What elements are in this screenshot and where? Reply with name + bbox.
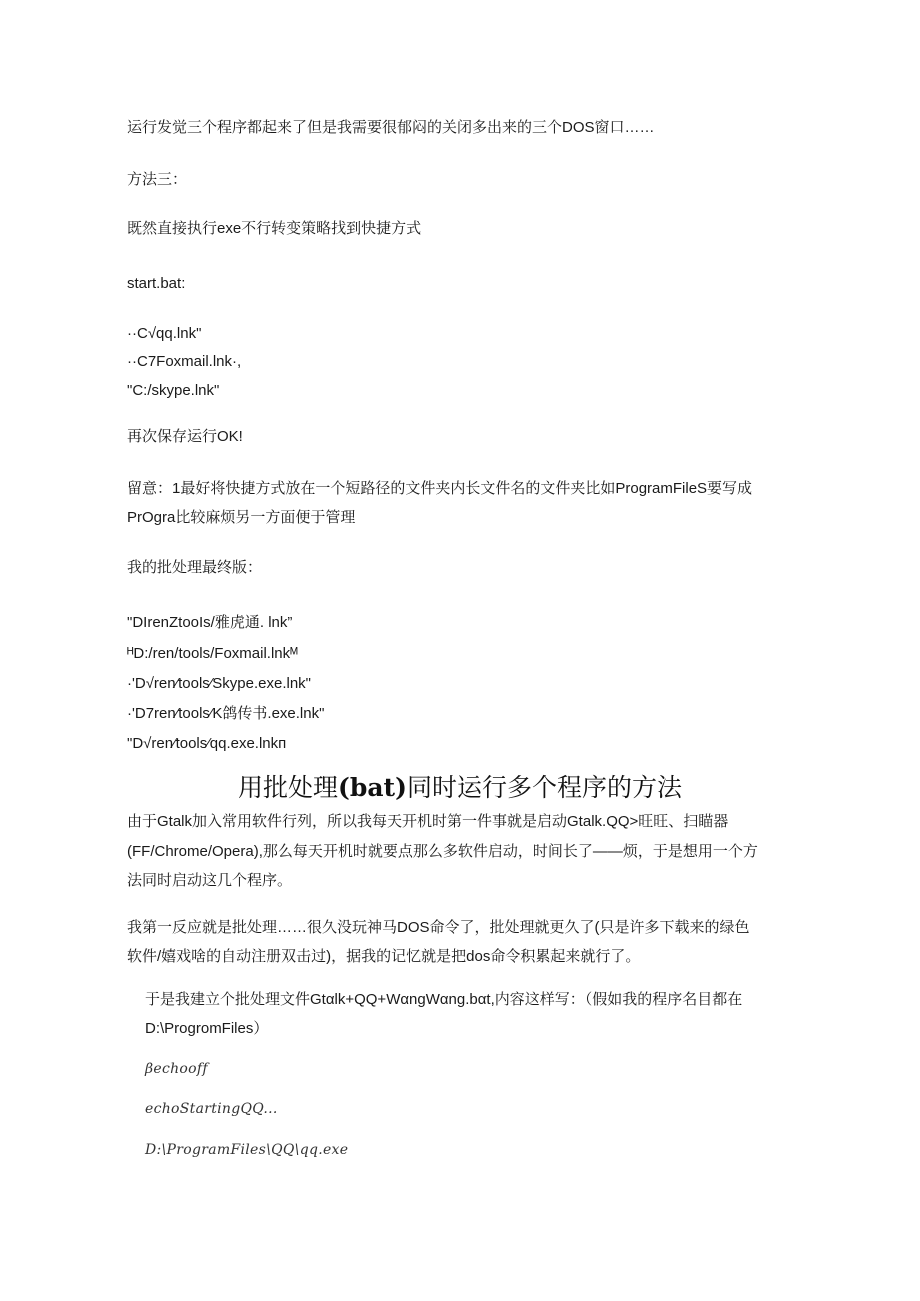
paragraph-intro-line-3: 法同时启动这几个程序。 bbox=[127, 872, 293, 889]
code-line: ··C7Foxmail.lnk·, bbox=[127, 353, 242, 370]
paragraph-final-version: 我的批处理最终版： bbox=[127, 559, 263, 576]
code-line: "D√ren⁄tools⁄qq.exe.lnkᴨ bbox=[127, 735, 287, 752]
paragraph-batch-idea-line-2: 软件/嬉戏啥的自动注册双击过)，据我的记忆就是把dos命令积累起来就行了。 bbox=[127, 948, 641, 965]
code-line: D:\ProgramFiles\QQ\qq.exe bbox=[145, 1142, 349, 1158]
article-title-prefix: 用批处理 bbox=[238, 773, 339, 802]
paragraph-create-file-line-2: D:\ProgromFiles） bbox=[145, 1020, 269, 1037]
paragraph-create-file-line-1: 于是我建立个批处理文件Gtαlk+QQ+WαngWαng.bαt,内容这样写：（假如我的程序名目都在 bbox=[145, 991, 743, 1008]
code-line: ·'D7ren⁄tools⁄K鸽传书.exe.lnk" bbox=[127, 705, 325, 722]
paragraph-note-line-1: 留意：1最好将快捷方式放在一个短路径的文件夹内长文件名的文件夹比如ProgramFileS要写成 bbox=[127, 480, 753, 497]
code-line: ᴴD:/ren/tools/Foxmail.lnkᴹ bbox=[127, 645, 298, 662]
article-title-bat: (bat) bbox=[338, 773, 407, 802]
paragraph-intro-line-2: (FF/Chrome/Opera),那么每天开机时就要点那么多软件启动，时间长了——烦，于是想用一个方 bbox=[127, 843, 758, 860]
paragraph-batch-idea-line-1: 我第一反应就是批处理……很久没玩神马DOS命令了，批处理就更久了(只是许多下载来的绿色 bbox=[127, 919, 750, 936]
heading-method-three: 方法三： bbox=[127, 171, 188, 188]
paragraph-intro-line-1: 由于Gtalk加入常用软件行列，所以我每天开机时第一件事就是启动Gtalk.QQ>旺旺、扫瞄器 bbox=[127, 813, 729, 830]
code-line: "DIrenZtooIs/雅虎通. lnk” bbox=[127, 614, 293, 631]
code-line: ··C√qq.lnk" bbox=[127, 325, 202, 342]
paragraph-save-run-ok: 再次保存运行OK! bbox=[127, 428, 243, 445]
paragraph-note-line-2: PrOgra比较麻烦另一方面便于管理 bbox=[127, 509, 356, 526]
code-line: "C:/skype.lnk" bbox=[127, 382, 220, 399]
article-title bbox=[0, 772, 920, 804]
paragraph-shortcut-strategy: 既然直接执行exe不行转变策略找到快捷方式 bbox=[127, 220, 422, 237]
code-line: ·'D√ren⁄tools⁄Skype.exe.lnk" bbox=[127, 675, 312, 692]
article-title-suffix: 同时运行多个程序的方法 bbox=[406, 773, 682, 802]
paragraph-dos-windows: 运行发觉三个程序都起来了但是我需要很郁闷的关闭多出来的三个DOS窗口…… bbox=[127, 119, 655, 136]
code-line: βechooff bbox=[145, 1061, 208, 1077]
code-filename-start-bat: start.bat: bbox=[127, 275, 186, 292]
code-line: echoStartingQQ... bbox=[145, 1101, 278, 1117]
